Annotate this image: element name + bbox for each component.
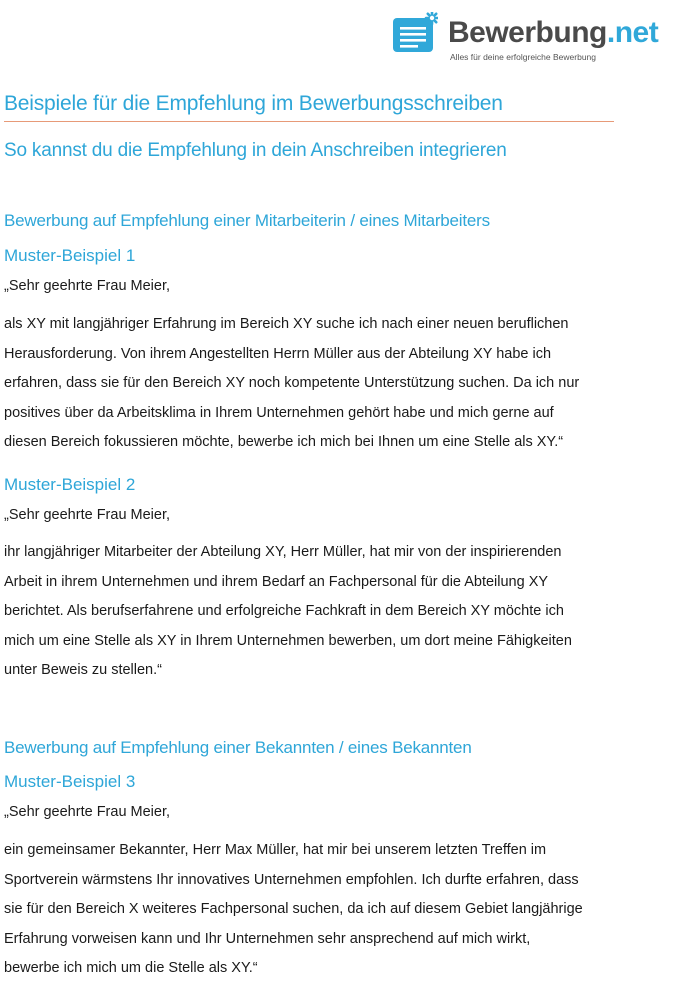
section-heading-employee: Bewerbung auf Empfehlung einer Mitarbeiterin / eines Mitarbeiters — [4, 211, 490, 230]
example-2-line: unter Beweis zu stellen.“ — [4, 662, 162, 679]
example-2-line: berichtet. Als berufserfahrene und erfolgreiche Fachkraft in dem Bereich XY möchte ich — [4, 603, 564, 620]
brand-tagline: Alles für deine erfolgreiche Bewerbung — [450, 52, 597, 62]
example-heading-2: Muster-Beispiel 2 — [4, 475, 136, 494]
example-1-line: positives über da Arbeitsklima in Ihrem Unternehmen gehört habe und mich gerne auf — [4, 404, 554, 421]
document-icon — [392, 12, 438, 54]
example-1-body — [4, 310, 614, 458]
example-2-line: ihr langjähriger Mitarbeiter der Abteilung XY, Herr Müller, hat mir von der inspirierenden — [4, 544, 562, 560]
title-divider — [4, 121, 614, 122]
example-1-line: als XY mit langjähriger Erfahrung im Bereich XY suche ich nach einer neuen beruflichen — [4, 316, 569, 332]
example-3-line: ein gemeinsamer Bekannter, Herr Max Müller, hat mir bei unserem letzten Treffen im — [4, 842, 547, 858]
example-3-salutation: „Sehr geehrte Frau Meier, — [4, 804, 171, 820]
example-2-body — [4, 538, 614, 686]
brand-wordmark — [448, 16, 658, 50]
example-3-body — [4, 836, 614, 984]
brand-logo[interactable] — [392, 2, 696, 64]
page-subtitle: So kannst du die Empfehlung in dein Anschreiben integrieren — [4, 140, 507, 161]
example-heading-3: Muster-Beispiel 3 — [4, 772, 136, 791]
example-2-line: mich um eine Stelle als XY in Ihrem Unternehmen bewerben, um dort meine Fähigkeiten — [4, 632, 572, 649]
example-heading-1: Muster-Beispiel 1 — [4, 246, 136, 265]
page-title: Beispiele für die Empfehlung im Bewerbungsschreiben — [4, 92, 503, 115]
example-3-line: bewerbe ich mich um die Stelle als XY.“ — [4, 960, 258, 977]
example-1-line: diesen Bereich fokussieren möchte, bewerbe ich mich bei Ihnen um eine Stelle als XY.“ — [4, 434, 564, 451]
example-2-salutation: „Sehr geehrte Frau Meier, — [4, 507, 171, 523]
example-1-line: Herausforderung. Von ihrem Angestellten Herrn Müller aus der Abteilung XY habe ich — [4, 345, 552, 362]
brand-wordmark-ext: .net — [606, 16, 659, 49]
example-2-line: Arbeit in ihrem Unternehmen und ihrem Bedarf an Fachpersonal für die Abteilung XY — [4, 573, 549, 590]
example-3-line: sie für den Bereich X weiteres Fachpersonal suchen, da ich auf diesem Gebiet langjährige — [4, 901, 583, 918]
example-1-salutation: „Sehr geehrte Frau Meier, — [4, 278, 171, 294]
brand-wordmark-main: Bewerbung — [448, 16, 607, 49]
section-heading-acquaintance: Bewerbung auf Empfehlung einer Bekannten / eines Bekannten — [4, 738, 472, 757]
example-3-line: Erfahrung vorweisen kann und Ihr Unternehmen sehr ansprechend auf mich wirkt, — [4, 930, 531, 947]
example-3-line: Sportverein wärmstens Ihr innovatives Unternehmen empfohlen. Ich durfte erfahren, dass — [4, 871, 579, 888]
example-1-line: erfahren, dass sie für den Bereich XY noch kompetente Unterstützung suchen. Da ich nur — [4, 375, 580, 392]
